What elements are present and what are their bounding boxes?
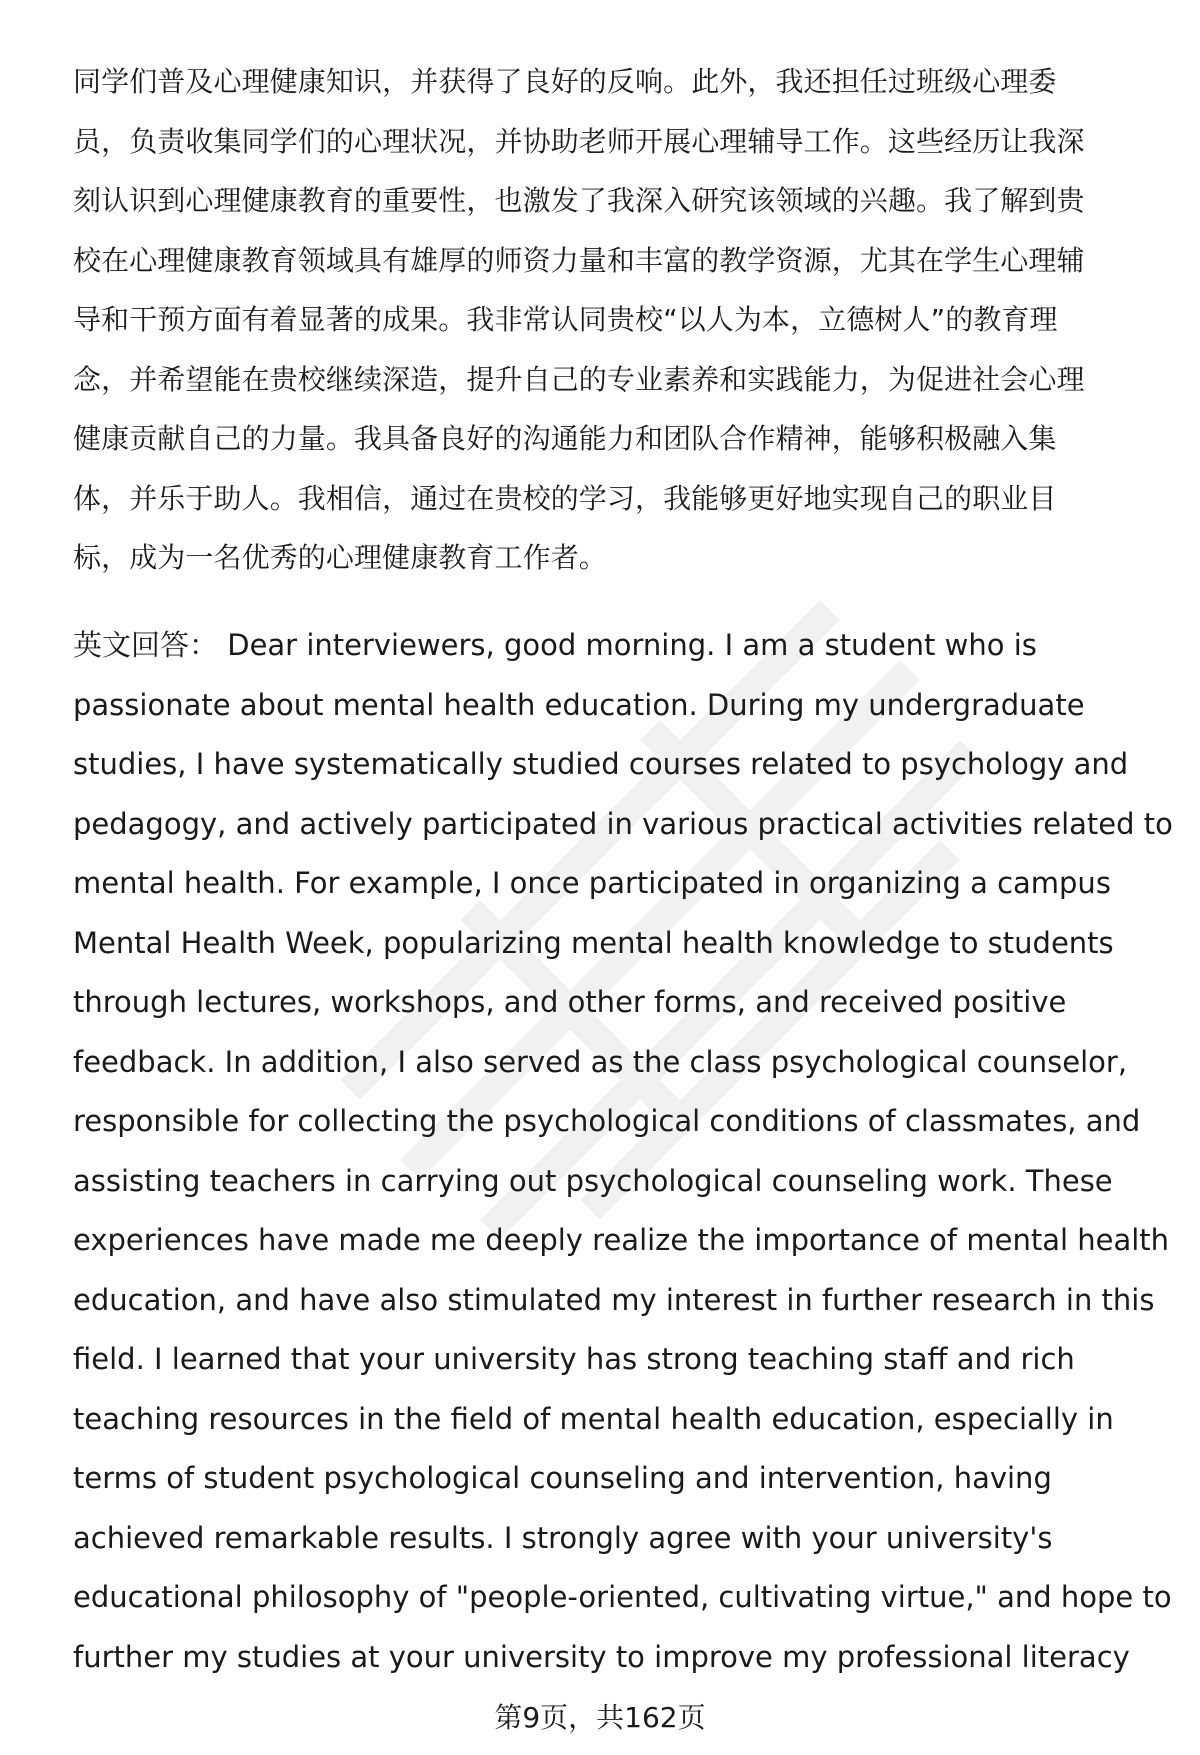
- english-answer-line: pedagogy, and actively participated in various practical activities related to: [73, 806, 1173, 841]
- chinese-answer-line: 念，并希望能在贵校继续深造，提升自己的专业素养和实践能力，为促进社会心理: [73, 362, 1085, 396]
- english-answer-line: through lectures, workshops, and other forms, and received positive: [73, 985, 1067, 1019]
- english-answer-paragraph: [73, 616, 1173, 1687]
- chinese-answer-line: 刻认识到心理健康教育的重要性，也激发了我深入研究该领域的兴趣。我了解到贵: [73, 184, 1085, 217]
- english-answer-line: Mental Health Week, popularizing mental health knowledge to students: [73, 925, 1114, 960]
- chinese-answer-line: 标，成为一名优秀的心理健康教育工作者。: [73, 541, 607, 574]
- english-answer-line: achieved remarkable results. I strongly agree with your university's: [73, 1520, 1053, 1555]
- english-answer-line: teaching resources in the field of mental health education, especially in: [73, 1401, 1114, 1436]
- english-answer-line: further my studies at your university to improve my professional literacy: [73, 1639, 1130, 1674]
- english-answer-line: feedback. In addition, I also served as the class psychological counselor,: [73, 1044, 1128, 1079]
- chinese-answer-paragraph: [73, 52, 1153, 588]
- chinese-answer-line: 体，并乐于助人。我相信，通过在贵校的学习，我能够更好地实现自己的职业目: [73, 481, 1057, 515]
- english-answer-first-line: [73, 616, 1163, 676]
- page-number-footer: 第9页，共162页: [494, 1701, 706, 1734]
- english-answer-line: responsible for collecting the psychological conditions of classmates, and: [73, 1104, 1141, 1138]
- english-answer-line: Dear interviewers, good morning. I am a student who is: [227, 628, 1037, 662]
- chinese-answer-line: 同学们普及心理健康知识，并获得了良好的反响。此外，我还担任过班级心理委: [73, 65, 1057, 98]
- english-answer-line: studies, I have systematically studied courses related to psychology and: [73, 747, 1129, 781]
- chinese-answer-line: 健康贡献自己的力量。我具备良好的沟通能力和团队合作精神，能够积极融入集: [73, 422, 1057, 455]
- english-answer-line: passionate about mental health education. During my undergraduate: [73, 687, 1085, 722]
- chinese-answer-line: 校在心理健康教育领域具有雄厚的师资力量和丰富的教学资源，尤其在学生心理辅: [73, 243, 1085, 277]
- english-answer-line: assisting teachers in carrying out psychological counseling work. These: [73, 1163, 1113, 1198]
- chinese-answer-line: 导和干预方面有着显著的成果。我非常认同贵校“以人为本，立德树人”的教育理: [73, 303, 1058, 336]
- chinese-answer-line: 员，负责收集同学们的心理状况，并协助老师开展心理辅导工作。这些经历让我深: [73, 124, 1085, 158]
- english-answer-line: educational philosophy of "people-oriented, cultivating virtue," and hope to: [73, 1580, 1172, 1614]
- english-answer-line: mental health. For example, I once participated in organizing a campus: [73, 866, 1111, 900]
- english-answer-line: education, and have also stimulated my interest in further research in this: [73, 1282, 1155, 1317]
- english-answer-line: terms of student psychological counseling and intervention, having: [73, 1461, 1052, 1495]
- english-answer-line: experiences have made me deeply realize the importance of mental health: [73, 1223, 1170, 1257]
- english-answer-label: 英文回答：: [73, 628, 219, 662]
- english-answer-line: field. I learned that your university has strong teaching staff and rich: [73, 1342, 1075, 1376]
